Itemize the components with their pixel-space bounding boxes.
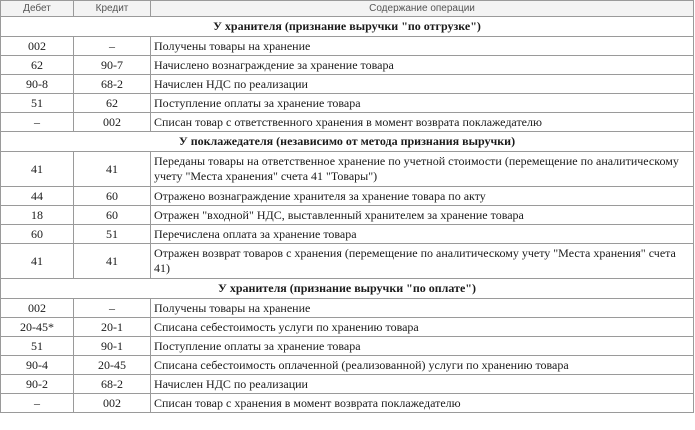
table-row [1, 375, 694, 394]
credit-cell: 002 [74, 394, 151, 413]
debit-cell: 44 [1, 187, 74, 206]
credit-cell: – [74, 37, 151, 56]
debit-cell: – [1, 394, 74, 413]
credit-cell: – [74, 299, 151, 318]
table-row [1, 113, 694, 132]
description-cell: Начислен НДС по реализации [151, 75, 694, 94]
header-credit: Кредит [74, 1, 151, 17]
table-row [1, 337, 694, 356]
credit-cell: 41 [74, 152, 151, 187]
credit-cell: 60 [74, 206, 151, 225]
debit-cell: – [1, 113, 74, 132]
debit-cell: 002 [1, 299, 74, 318]
credit-cell: 60 [74, 187, 151, 206]
debit-cell: 90-4 [1, 356, 74, 375]
table-row [1, 244, 694, 279]
description-cell: Получены товары на хранение [151, 37, 694, 56]
description-cell: Перечислена оплата за хранение товара [151, 225, 694, 244]
credit-cell: 20-1 [74, 318, 151, 337]
section-title-row [1, 17, 694, 37]
description-cell: Отражен "входной" НДС, выставленный хранителем за хранение товара [151, 206, 694, 225]
description-cell: Списана себестоимость услуги по хранению товара [151, 318, 694, 337]
debit-cell: 18 [1, 206, 74, 225]
table-row [1, 56, 694, 75]
description-cell: Списана себестоимость оплаченной (реализованной) услуги по хранению товара [151, 356, 694, 375]
debit-cell: 60 [1, 225, 74, 244]
section-title-row [1, 132, 694, 152]
debit-cell: 51 [1, 94, 74, 113]
table-row [1, 225, 694, 244]
table-row [1, 75, 694, 94]
table-row [1, 318, 694, 337]
description-cell: Начислено вознаграждение за хранение товара [151, 56, 694, 75]
description-cell: Списан товар с ответственного хранения в момент возврата поклажедателю [151, 113, 694, 132]
credit-cell: 002 [74, 113, 151, 132]
table-row [1, 206, 694, 225]
credit-cell: 62 [74, 94, 151, 113]
header-description: Содержание операции [151, 1, 694, 17]
header-row [1, 1, 694, 17]
description-cell: Начислен НДС по реализации [151, 375, 694, 394]
section-title-row [1, 279, 694, 299]
credit-cell: 68-2 [74, 375, 151, 394]
description-cell: Отражен возврат товаров с хранения (перемещение по аналитическому учету "Места хранения" счета 41) [151, 244, 694, 279]
table-row [1, 394, 694, 413]
section-title: У хранителя (признание выручки "по оплате") [1, 279, 694, 299]
debit-cell: 51 [1, 337, 74, 356]
description-cell: Получены товары на хранение [151, 299, 694, 318]
debit-cell: 90-8 [1, 75, 74, 94]
section-title: У хранителя (признание выручки "по отгрузке") [1, 17, 694, 37]
credit-cell: 41 [74, 244, 151, 279]
credit-cell: 90-7 [74, 56, 151, 75]
debit-cell: 20-45* [1, 318, 74, 337]
header-debit: Дебет [1, 1, 74, 17]
debit-cell: 41 [1, 152, 74, 187]
debit-cell: 62 [1, 56, 74, 75]
table-row [1, 152, 694, 187]
table-row [1, 187, 694, 206]
description-cell: Отражено вознаграждение хранителя за хранение товара по акту [151, 187, 694, 206]
description-cell: Переданы товары на ответственное хранение по учетной стоимости (перемещение по аналитическому учету "Места хранения" счета 41 "Товары") [151, 152, 694, 187]
debit-cell: 002 [1, 37, 74, 56]
section-title: У поклажедателя (независимо от метода признания выручки) [1, 132, 694, 152]
table-row [1, 299, 694, 318]
description-cell: Списан товар с хранения в момент возврата поклажедателю [151, 394, 694, 413]
table-row [1, 94, 694, 113]
description-cell: Поступление оплаты за хранение товара [151, 337, 694, 356]
table-row [1, 356, 694, 375]
description-cell: Поступление оплаты за хранение товара [151, 94, 694, 113]
credit-cell: 68-2 [74, 75, 151, 94]
credit-cell: 51 [74, 225, 151, 244]
table-row [1, 37, 694, 56]
credit-cell: 20-45 [74, 356, 151, 375]
debit-cell: 41 [1, 244, 74, 279]
credit-cell: 90-1 [74, 337, 151, 356]
debit-cell: 90-2 [1, 375, 74, 394]
